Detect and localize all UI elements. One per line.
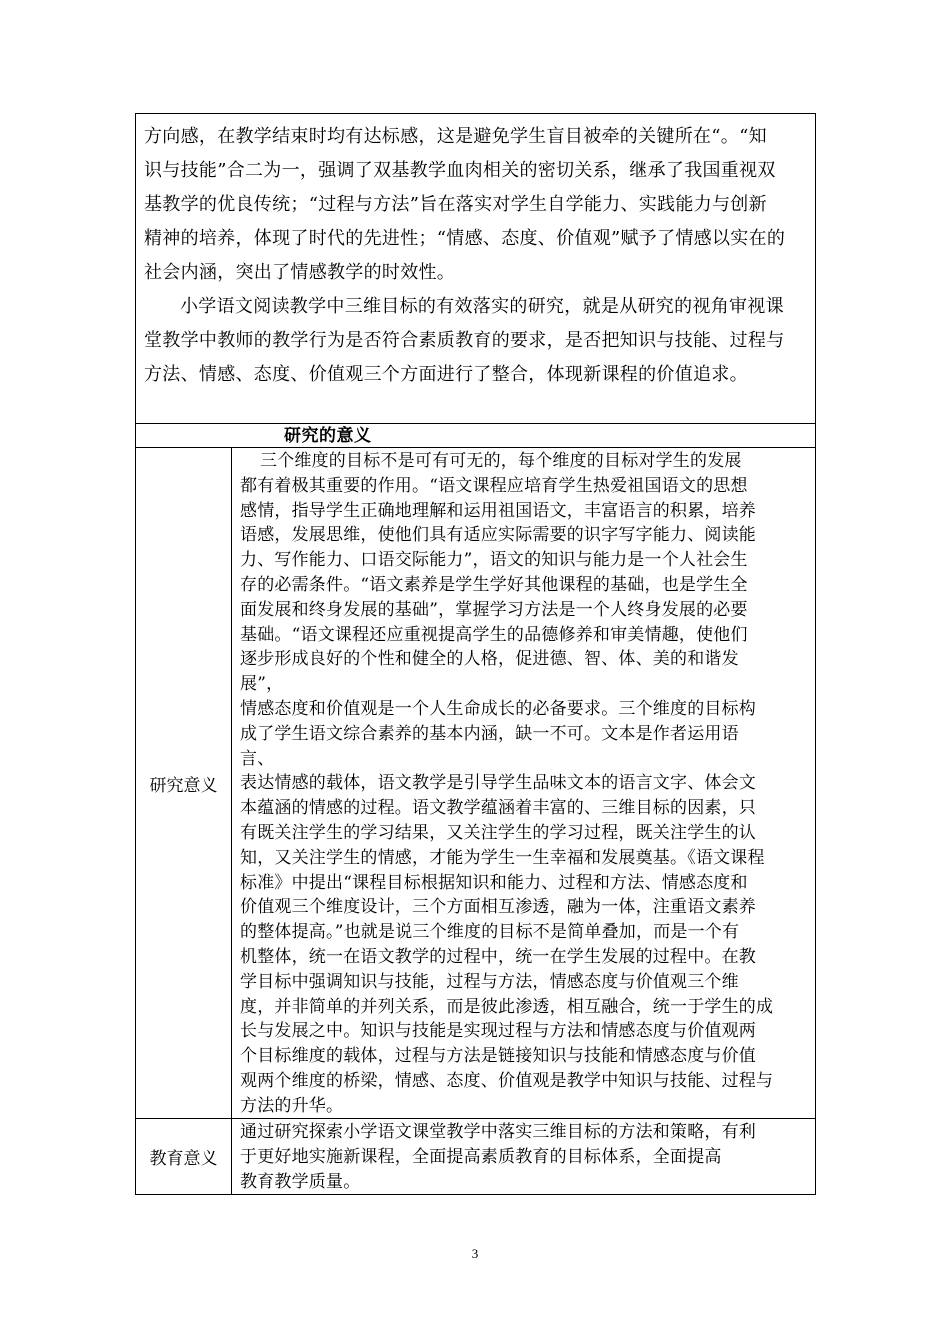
text-line: 价值观三个维度设计，三个方面相互渗透，融为一体，注重语文素养 (240, 897, 756, 918)
educational-significance-row (135, 1118, 816, 1195)
text-line: 展”， (240, 674, 284, 695)
text-line: 堂教学中教师的教学行为是否符合素质教育的要求，是否把知识与技能、过程与 (144, 330, 785, 351)
text-line: 有既关注学生的学习结果，又关注学生的学习过程，既关注学生的认 (240, 822, 756, 843)
text-line: 力、写作能力、口语交际能力”，语文的知识与能力是一个人社会生 (240, 550, 748, 571)
section-heading: 研究的意义 (284, 426, 372, 446)
text-line: 学目标中强调知识与技能，过程与方法，情感态度与价值观三个维 (240, 971, 739, 992)
text-line: 小学语文阅读教学中三维目标的有效落实的研究，就是从研究的视角审视课 (180, 296, 784, 317)
text-line: 于更好地实施新课程，全面提高素质教育的目标体系，全面提高 (240, 1146, 722, 1167)
text-line: 标准》中提出“课程目标根据知识和能力、过程和方法、情感态度和 (240, 872, 748, 893)
text-line: 知，又关注学生的情感，才能为学生一生幸福和发展奠基。《语文课程 (240, 847, 765, 868)
text-line: 感情，指导学生正确地理解和运用祖国语文，丰富语言的积累，培养 (240, 500, 756, 521)
research-significance-row (135, 447, 816, 1119)
research-significance-content (233, 448, 815, 1118)
text-line: 长与发展之中。知识与技能是实现过程与方法和情感态度与价值观两 (240, 1021, 756, 1042)
page-number: 3 (471, 1246, 479, 1261)
text-line: 社会内涵，突出了情感教学的时效性。 (144, 262, 456, 283)
text-line: 方法、情感、态度、价值观三个方面进行了整合，体现新课程的价值追求。 (144, 364, 748, 385)
text-line: 基教学的优良传统；“过程与方法”旨在落实对学生自学能力、实践能力与创新 (144, 194, 767, 215)
text-line: 识与技能”合二为一，强调了双基教学血肉相关的密切关系，继承了我国重视双 (144, 160, 776, 181)
text-line: 的整体提高。”也就是说三个维度的目标不是简单叠加，而是一个有 (240, 922, 740, 943)
text-line: 语感，发展思维，使他们具有适应实际需要的识字写字能力、阅读能 (240, 525, 756, 546)
text-line: 都有着极其重要的作用。“语文课程应培育学生热爱祖国语文的思想 (240, 475, 748, 496)
text-line: 机整体，统一在语文教学的过程中，统一在学生发展的过程中。在教 (240, 946, 756, 967)
text-line: 精神的培养，体现了时代的先进性；“情感、态度、价值观”赋予了情感以实在的 (144, 228, 786, 249)
text-line: 度，并非简单的并列关系，而是彼此渗透，相互融合，统一于学生的成 (240, 996, 774, 1017)
text-line: 个目标维度的载体，过程与方法是链接知识与技能和情感态度与价值 (240, 1046, 756, 1067)
text-line: 面发展和终身发展的基础”，掌握学习方法是一个人终身发展的必要 (240, 599, 748, 620)
text-line: 通过研究探索小学语文课堂教学中落实三维目标的方法和策略，有利 (240, 1122, 756, 1142)
text-line: 方向感，在教学结束时均有达标感，这是避免学生盲目被牵的关键所在“。“知 (144, 126, 767, 147)
text-line: 方法的升华。 (240, 1095, 344, 1116)
text-line: 观两个维度的桥梁，情感、态度、价值观是教学中知识与技能、过程与 (240, 1070, 774, 1091)
research-significance-label: 研究意义 (136, 448, 232, 1118)
educational-significance-label: 教育意义 (136, 1119, 232, 1194)
text-line: 成了学生语文综合素养的基本内涵，缺一不可。文本是作者运用语 (240, 723, 739, 744)
text-line: 表达情感的载体，语文教学是引导学生品味文本的语言文字、体会文 (240, 773, 756, 794)
text-line: 三个维度的目标不是可有可无的，每个维度的目标对学生的发展 (260, 451, 742, 471)
text-line: 言、 (240, 748, 275, 769)
text-line: 基础。“语文课程还应重视提高学生的品德修养和审美情趣，使他们 (240, 624, 748, 645)
section-heading-row (135, 423, 816, 448)
educational-significance-content (233, 1119, 815, 1194)
text-line: 存的必需条件。“语文素养是学生学好其他课程的基础，也是学生全 (240, 574, 748, 595)
text-line: 教育教学质量。 (240, 1171, 361, 1192)
text-line: 情感态度和价值观是一个人生命成长的必备要求。三个维度的目标构 (240, 698, 756, 719)
text-line: 本蕴涵的情感的过程。语文教学蕴涵着丰富的、三维目标的因素，只 (240, 798, 756, 819)
intro-text-cell (135, 113, 816, 424)
text-line: 逐步形成良好的个性和健全的人格，促进德、智、体、美的和谐发 (240, 649, 739, 670)
